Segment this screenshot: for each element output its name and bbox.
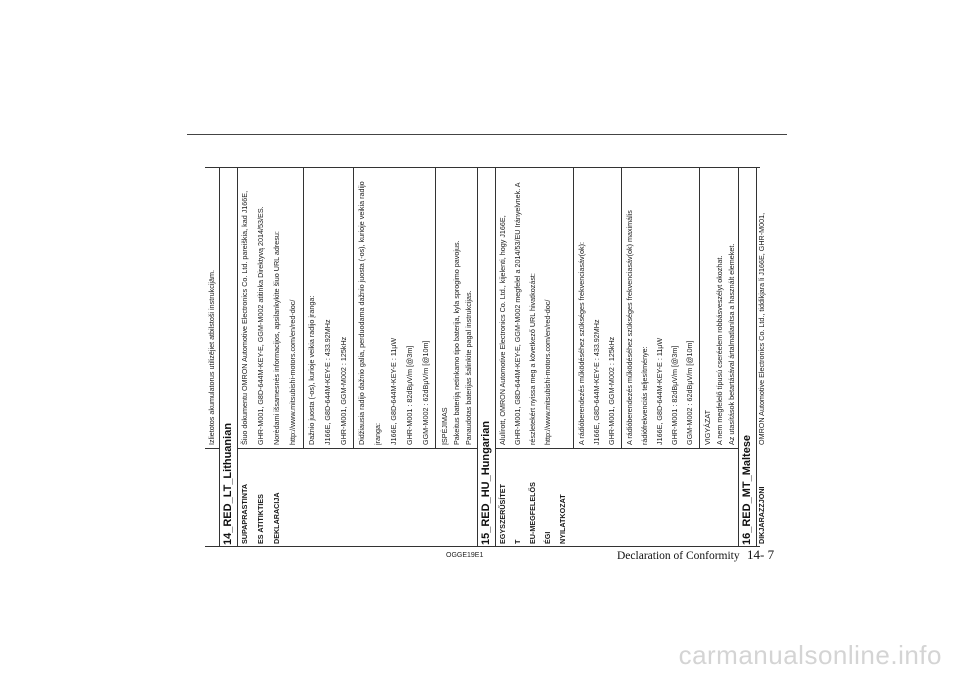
section-title-hu: 15_RED_HU_Hungarian (480, 420, 492, 545)
section-title-lt: 14_RED_LT_Lithuanian (222, 422, 234, 545)
document-code: OGGE19E1 (446, 552, 484, 559)
section-title-mt: 16_RED_MT_Maltese (741, 434, 753, 545)
hu-label: EGYSZERŰSÍTET (498, 484, 507, 544)
top-rule (187, 134, 787, 135)
page-number: 14- 7 (747, 547, 775, 562)
lt-label: SUPAPRASTINTA (240, 483, 249, 544)
header-line: Izlietotos akumulatorus utilizējiet atbilstoši instrukcijām. (207, 270, 216, 445)
rotated-content: Izlietotos akumulatorus utilizējiet atbilstoši instrukcijām. 14_RED_LT_Lithuanian SUPAPRASTINTA ES ATITIKTIES DEKLARACIJA Šiuo dokumentu OMRON Automotive Electronics Co. Ltd. pareiškia, kad J166E, GHR-M001, G8D-644M-KEY-E, GGM-M002 atitinka Direktyvą 2014/53/ES. Norėdami išsamesnės informacijos, apsilankykite šiuo URL adresu: http://www.mitsubishi-motors.com/en/red-doc/ Dažnio juosta (-os), kurioje veikia radijo įranga: J166E, G8D-644M-KEY-E : 433.92MHz GHR-M001, GGM-M002 : 125kHz Didžiausia radijo dažnio galia, perduodama dažnio juosta (-os), kurioje veikia radijo įranga: J166E, G8D-644M-KEY-E : 11μW GHR-M001 : 82dBμV/m [@3m] GGM-M002 : 62dBμV/m [@10m] ĮSPĖJIMAS Pakeitus bateriją netinkamo tipo baterija, kyla sprogimo pavojus. Panaudotas baterijas šalinkite pagal instrukcijas. 15_RED_HU_Hungarian EGYSZERŰSÍTET T EU-MEGFELELŐS ÉGI NYILATKOZAT Alulírott, OMRON Automotive Electronics Co. Ltd., kijelenti, hogy J166E, GHR-M001, G8D-644M-KEY-E, GGM-M002 megfelel a 2014/53/EU Irányelvnek. A részletekért nyissa meg a következő URL hivatkozást: http://www.mitsubishi-motors.com/en/red-doc/ A rádióberendezés működéséhez szükséges frekvenciasáv(ok): J166E, G8D-644M-KEY-E : 433.92MHz GHR-M001, GGM-M002 : 125kHz A rádióberendezés működéséhez szükséges frekvenciasáv(ok) maximális rádiófrekvenciás teljesítménye: J166E, G8D-644M-KEY-E : 11μW GHR-M001 : 82dBμV/m [@3m] GGM-M002 : 62dBμV/m [@10m] VIGYÁZAT A nem megfelelő típusú cseréelem robbásveszélyt okozhat. Az utasítások betartásával ártalmatlanítsa a használt elemeket. 16_RED_MT_Maltese DIKJARAZZJONI OMRON Automotive Electronics Co. Ltd., tiddikjara li J166E, GHR-M001, (205, 167, 760, 547)
footer-title: Declaration of Conformity (617, 550, 740, 562)
watermark: carmanualsonline.info (678, 640, 942, 670)
mt-label: DIKJARAZZJONI (757, 486, 766, 544)
